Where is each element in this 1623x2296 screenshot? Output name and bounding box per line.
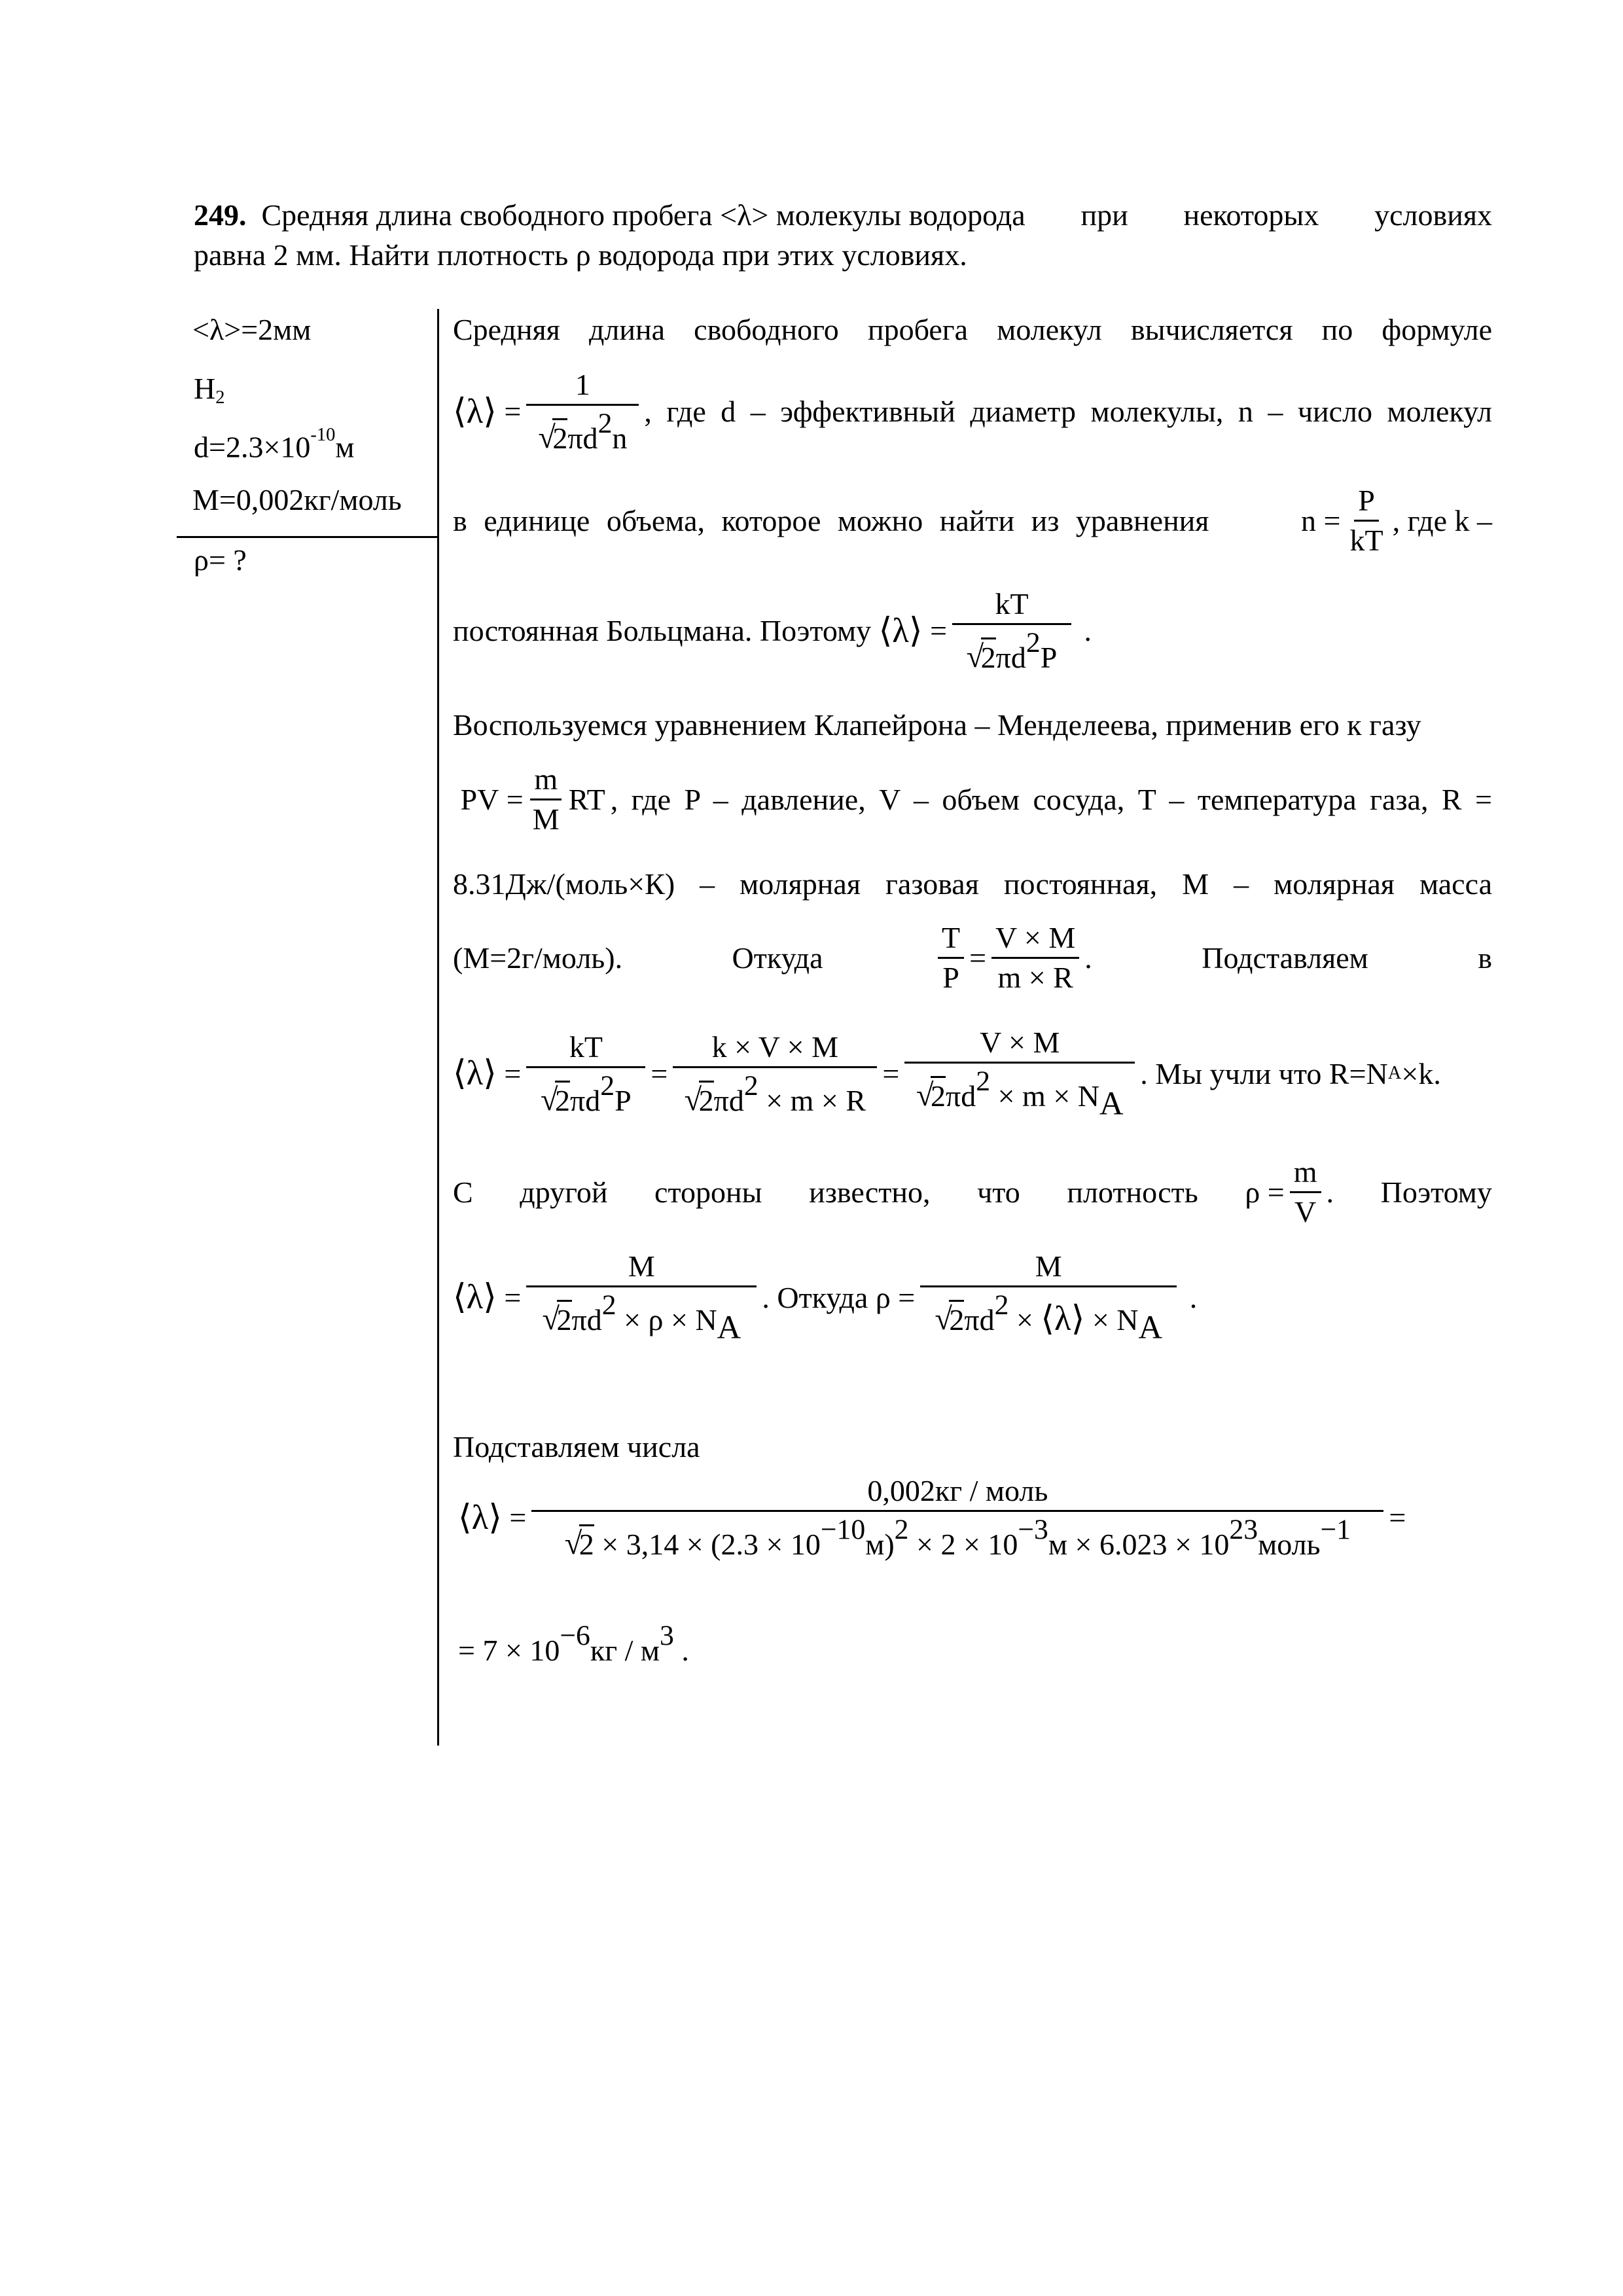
sol-p1-line4: постоянная Больцмана. Поэтому ⟨λ⟩ = kT √ 2πd2P . xyxy=(453,589,1092,673)
fraction-m-over-M: $\frac{m}{M}$ xyxy=(529,764,563,834)
sol-p2-line3 xyxy=(453,869,1492,899)
fraction-numeric: 0,002кг / моль √ 2 × 3,14 × (2.3 × 10−10м)2 × 2 × 10−3м × 6.023 × 1023моль−1 xyxy=(531,1476,1383,1560)
sol-p1-line3: в единице объема, которое можно найти из уравнения n = $\frac{P}{kT}$ , где k – xyxy=(453,484,1492,557)
fraction-lambda-2: kT √ 2πd2P xyxy=(952,589,1071,673)
given-d-exponent: -10 xyxy=(310,425,336,445)
problem-line-2: равна 2 мм. Найти плотность ρ водорода при этих условиях. xyxy=(194,238,967,272)
sol-p3-line1: С другой стороны известно, что плотность ρ = $\frac{m}{V}$ . Поэтому xyxy=(453,1155,1492,1229)
given-d-unit: м xyxy=(335,430,355,464)
fraction-VM-over-mR: $\frac{V \times M}{m \times R}$ xyxy=(991,923,1079,993)
sol-p3-line2-text: . Откуда xyxy=(762,1280,868,1314)
sol-p1-line3b-text: , где k – xyxy=(1392,503,1492,537)
sol-p3-word-3: стороны xyxy=(654,1175,762,1209)
fraction-lambda-3a: kT √ 2πd2P xyxy=(526,1032,645,1116)
given-gas-subscript: 2 xyxy=(215,387,225,408)
lambda-brackets-4: ⟨λ⟩ xyxy=(453,1278,497,1317)
sol-p2-line4: (M=2г/моль). Откуда $\frac{T}{P}$ = $\frac{V \times M}{m \times R}$ . Подставляем в xyxy=(453,921,1492,994)
sol-result: = 7 × 10−6кг / м3 . xyxy=(458,1620,689,1668)
given-molar-mass: M=0,002кг/моль xyxy=(192,483,402,516)
problem-text: 249. Средняя длина свободного пробега <λ> молекулы водорода при некоторых условиях xyxy=(194,198,1492,232)
sol-p3-word-6: плотность xyxy=(1067,1175,1198,1209)
fraction-rho-result: M √ 2πd2 × ⟨λ⟩ × NA xyxy=(920,1251,1177,1344)
sol-p3-word-1: С xyxy=(453,1175,473,1209)
given-gas-symbol: H xyxy=(194,372,216,405)
sol-formula-lambda-1: ⟨λ⟩ = 1 √ 2πd2n , где d – эффективный диаметр молекулы, n – число молекул xyxy=(453,370,1492,454)
sol-p2-line5-text: . Мы учли что R=N xyxy=(1140,1056,1388,1090)
given-find: ρ= ? xyxy=(194,543,247,577)
sol-p3-line2: ⟨λ⟩ = M √ 2πd2 × ρ × NA . Откуда ρ = M √ 2πd2 × ⟨λ⟩ × NA . xyxy=(453,1251,1197,1344)
given-diameter xyxy=(194,426,355,463)
sol-p3-word-7: Поэтому xyxy=(1380,1175,1492,1209)
sol-p1-line2-text: , где d – эффективный диаметр молекулы, n – число молекул xyxy=(644,395,1492,429)
sol-p3-word-5: что xyxy=(977,1175,1020,1209)
problem-line-1 xyxy=(194,200,1492,230)
given-lambda: <λ>=2мм xyxy=(192,313,312,346)
sol-p2-line5-sub: A xyxy=(1387,1063,1402,1084)
fraction-lambda-4: M √ 2πd2 × ρ × NA xyxy=(526,1251,757,1344)
sol-p1-line3a-text: в единице объема, которое можно найти из уравнения xyxy=(453,503,1209,537)
sol-p2-line3-text: 8.31Дж/(моль×К) – молярная газовая постоянная, M – молярная масса xyxy=(453,867,1492,901)
given-gas xyxy=(194,374,225,408)
sol-p3-word-4: известно, xyxy=(809,1175,931,1209)
sol-p2-line4a-text: (M=2г/моль). xyxy=(453,941,623,975)
lambda-brackets-2: ⟨λ⟩ xyxy=(878,611,923,650)
sol-p2-line2: PV = $\frac{m}{M}$ RT , где P – давление, V – объем сосуда, T – температура газа, R = xyxy=(453,762,1492,836)
fraction-T-over-P: $\frac{T}{P}$ xyxy=(938,923,964,993)
column-divider xyxy=(437,309,439,1746)
sol-numeric-formula: ⟨λ⟩ = 0,002кг / моль √ 2 × 3,14 × (2.3 × 10−10м)2 × 2 × 10−3м × 6.023 × 1023моль−1 = xyxy=(458,1476,1406,1560)
given-separator xyxy=(177,536,437,538)
fraction-n: $\frac{P}{kT}$ xyxy=(1349,484,1383,557)
lambda-brackets-1: ⟨λ⟩ xyxy=(453,392,497,431)
given-d-base: d=2.3×10 xyxy=(194,430,311,464)
sol-p2-line5-end: ×k. xyxy=(1401,1056,1441,1090)
sol-p1-line1-text: Средняя длина свободного пробега молекул вычисляется по формуле xyxy=(453,313,1492,346)
sol-p2-line4d-text: в xyxy=(1478,941,1492,975)
fraction-lambda-1: 1 √ 2πd2n xyxy=(526,370,639,454)
sol-p2-line4c-text: Подставляем xyxy=(1202,941,1368,975)
problem-number: 249. xyxy=(194,198,247,232)
sol-p2-line5: ⟨λ⟩ = kT √ 2πd2P = k × V × M √ 2πd2 × m × R = V × M √ 2πd2 × m × NA . Мы учли что R=N A ×k. xyxy=(453,1028,1441,1120)
fraction-lambda-3c: V × M √ 2πd2 × m × NA xyxy=(904,1028,1135,1120)
fraction-lambda-3b: k × V × M √ 2πd2 × m × R xyxy=(673,1032,877,1116)
sol-p2-line2-text: , где P – давление, V – объем сосуда, T – температура газа, R = xyxy=(610,782,1492,816)
sol-p2-line4b-text: Откуда xyxy=(732,941,823,975)
fraction-rho: $\frac{m}{V}$ xyxy=(1290,1157,1321,1227)
sol-p4-heading: Подставляем числа xyxy=(453,1430,700,1463)
lambda-brackets-5: ⟨λ⟩ xyxy=(458,1498,502,1537)
sol-p2-line1: Воспользуемся уравнением Клапейрона – Менделеева, применив его к газу xyxy=(453,708,1421,742)
lambda-brackets-3: ⟨λ⟩ xyxy=(453,1054,497,1093)
sol-p1-line1 xyxy=(453,315,1492,345)
sol-p1-line4-text: постоянная Больцмана. Поэтому xyxy=(453,614,872,648)
sol-p3-word-2: другой xyxy=(520,1175,608,1209)
